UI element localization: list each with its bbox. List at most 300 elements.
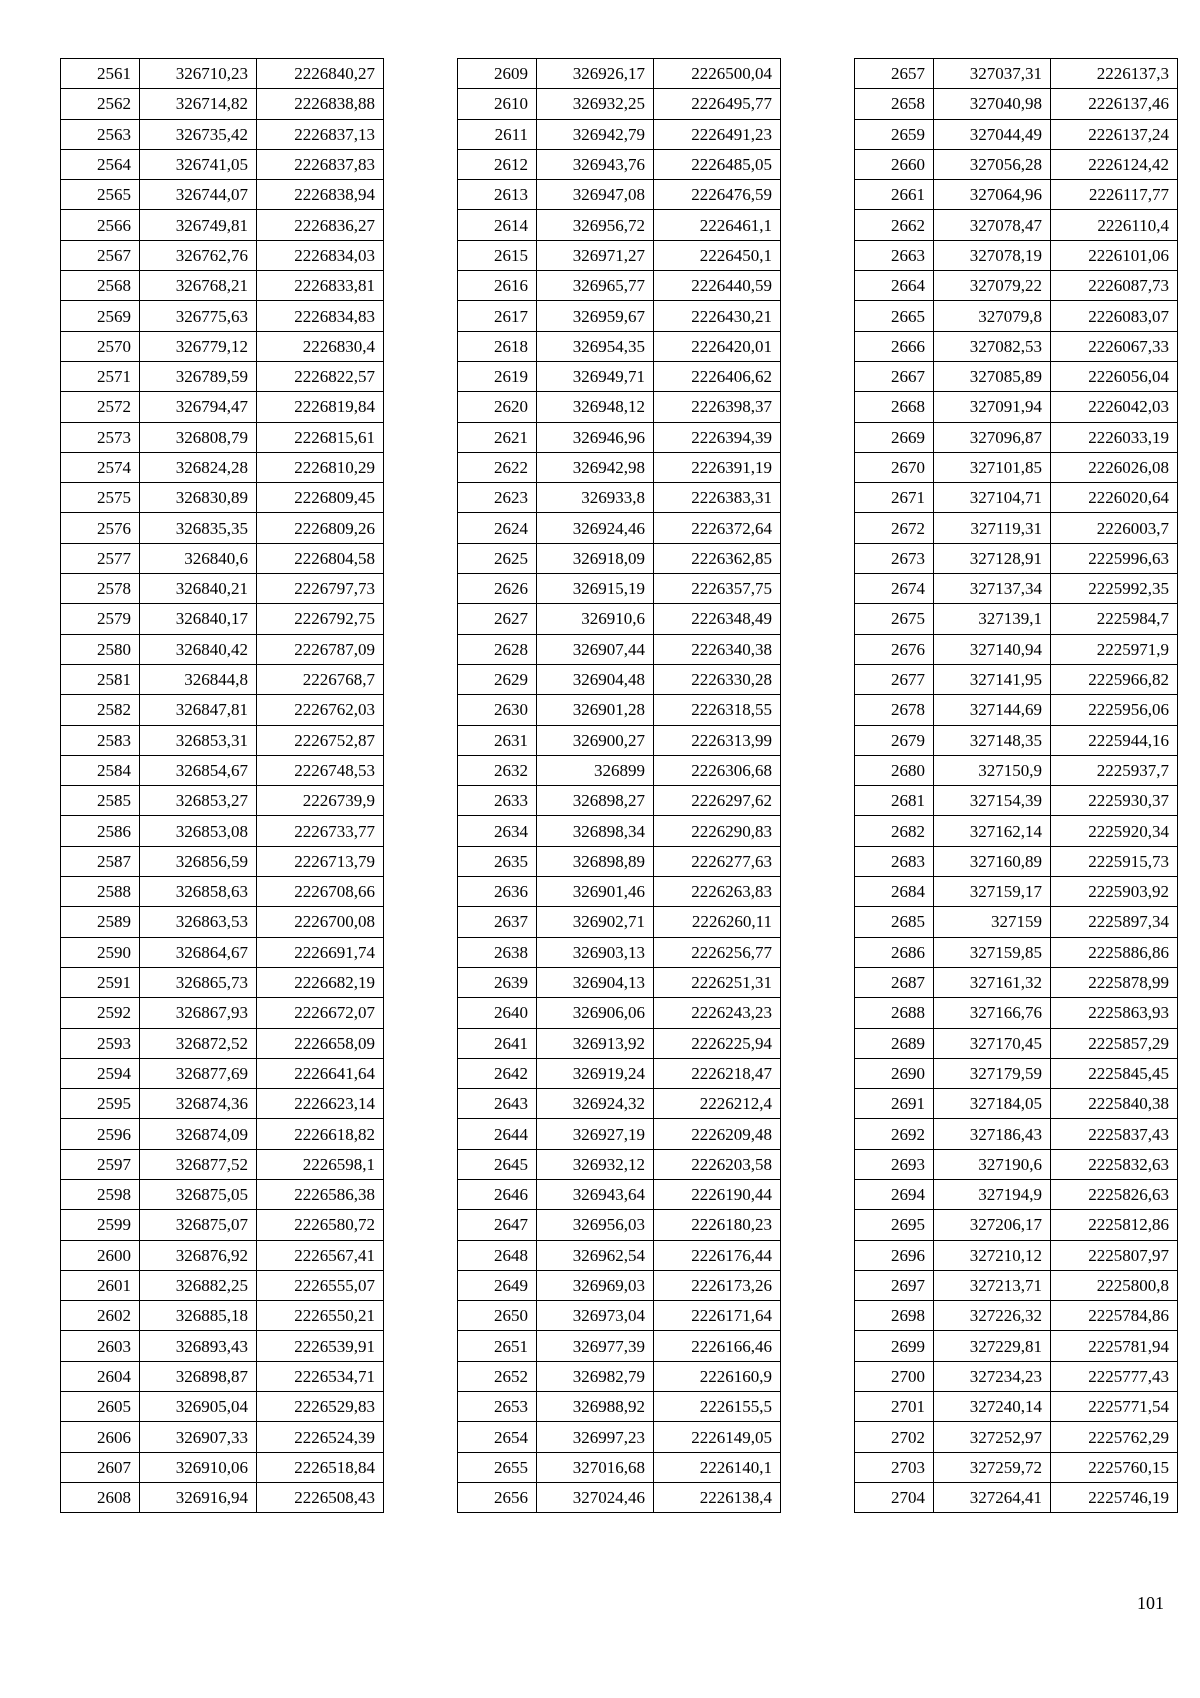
point-number-cell: 2644: [458, 1119, 537, 1149]
point-number-cell: 2589: [61, 907, 140, 937]
table-row: [855, 271, 1178, 301]
y-coordinate-cell: 2226810,29: [257, 452, 384, 482]
x-coordinate-cell: 326927,19: [537, 1119, 654, 1149]
point-number-cell: 2656: [458, 1482, 537, 1512]
point-number-cell: 2667: [855, 361, 934, 391]
table-row: [61, 1058, 384, 1088]
y-coordinate-cell: 2226555,07: [257, 1270, 384, 1300]
point-number-cell: 2672: [855, 513, 934, 543]
y-coordinate-cell: 2226209,48: [654, 1119, 781, 1149]
point-number-cell: 2594: [61, 1058, 140, 1088]
x-coordinate-cell: 327140,94: [934, 634, 1051, 664]
table-row: [855, 755, 1178, 785]
point-number-cell: 2565: [61, 180, 140, 210]
x-coordinate-cell: 327161,32: [934, 967, 1051, 997]
point-number-cell: 2637: [458, 907, 537, 937]
y-coordinate-cell: 2226003,7: [1051, 513, 1178, 543]
table-row: [61, 634, 384, 664]
point-number-cell: 2661: [855, 180, 934, 210]
table-row: [61, 1149, 384, 1179]
point-number-cell: 2611: [458, 119, 537, 149]
point-number-cell: 2658: [855, 89, 934, 119]
table-row: [855, 1119, 1178, 1149]
point-number-cell: 2655: [458, 1452, 537, 1482]
point-number-cell: 2572: [61, 392, 140, 422]
y-coordinate-cell: 2226110,4: [1051, 210, 1178, 240]
y-coordinate-cell: 2225886,86: [1051, 937, 1178, 967]
table-row: [855, 1210, 1178, 1240]
y-coordinate-cell: 2226290,83: [654, 816, 781, 846]
x-coordinate-cell: 327044,49: [934, 119, 1051, 149]
y-coordinate-cell: 2226225,94: [654, 1028, 781, 1058]
x-coordinate-cell: 326840,6: [140, 543, 257, 573]
point-number-cell: 2608: [61, 1482, 140, 1512]
point-number-cell: 2631: [458, 725, 537, 755]
point-number-cell: 2640: [458, 998, 537, 1028]
y-coordinate-cell: 2226160,9: [654, 1361, 781, 1391]
point-number-cell: 2605: [61, 1392, 140, 1422]
x-coordinate-cell: 326947,08: [537, 180, 654, 210]
y-coordinate-cell: 2226658,09: [257, 1028, 384, 1058]
table-row: [61, 361, 384, 391]
x-coordinate-cell: 326926,17: [537, 59, 654, 89]
table-row: [61, 119, 384, 149]
table-row: [61, 483, 384, 513]
y-coordinate-cell: 2225760,15: [1051, 1452, 1178, 1482]
x-coordinate-cell: 326905,04: [140, 1392, 257, 1422]
point-number-cell: 2678: [855, 695, 934, 725]
x-coordinate-cell: 326768,21: [140, 271, 257, 301]
table-row: [458, 1482, 781, 1512]
table-row: [61, 1119, 384, 1149]
y-coordinate-cell: 2225845,45: [1051, 1058, 1178, 1088]
point-number-cell: 2573: [61, 422, 140, 452]
point-number-cell: 2668: [855, 392, 934, 422]
x-coordinate-cell: 327159: [934, 907, 1051, 937]
table-row: [855, 301, 1178, 331]
y-coordinate-cell: 2225837,43: [1051, 1119, 1178, 1149]
point-number-cell: 2627: [458, 604, 537, 634]
y-coordinate-cell: 2226598,1: [257, 1149, 384, 1179]
x-coordinate-cell: 327079,8: [934, 301, 1051, 331]
y-coordinate-cell: 2225857,29: [1051, 1028, 1178, 1058]
x-coordinate-cell: 327206,17: [934, 1210, 1051, 1240]
y-coordinate-cell: 2226809,45: [257, 483, 384, 513]
y-coordinate-cell: 2226155,5: [654, 1392, 781, 1422]
y-coordinate-cell: 2225971,9: [1051, 634, 1178, 664]
point-number-cell: 2599: [61, 1210, 140, 1240]
y-coordinate-cell: 2225781,94: [1051, 1331, 1178, 1361]
table-row: [458, 452, 781, 482]
y-coordinate-cell: 2225996,63: [1051, 543, 1178, 573]
y-coordinate-cell: 2225807,97: [1051, 1240, 1178, 1270]
x-coordinate-cell: 327056,28: [934, 149, 1051, 179]
point-number-cell: 2664: [855, 271, 934, 301]
point-number-cell: 2577: [61, 543, 140, 573]
y-coordinate-cell: 2226838,94: [257, 180, 384, 210]
table-row: [855, 846, 1178, 876]
y-coordinate-cell: 2226212,4: [654, 1089, 781, 1119]
point-number-cell: 2676: [855, 634, 934, 664]
y-coordinate-cell: 2226700,08: [257, 907, 384, 937]
y-coordinate-cell: 2226256,77: [654, 937, 781, 967]
y-coordinate-cell: 2225992,35: [1051, 574, 1178, 604]
y-coordinate-cell: 2225984,7: [1051, 604, 1178, 634]
table-row: [855, 331, 1178, 361]
y-coordinate-cell: 2226580,72: [257, 1210, 384, 1240]
x-coordinate-cell: 327194,9: [934, 1179, 1051, 1209]
y-coordinate-cell: 2226020,64: [1051, 483, 1178, 513]
table-row: [61, 604, 384, 634]
x-coordinate-cell: 326865,73: [140, 967, 257, 997]
x-coordinate-cell: 326899: [537, 755, 654, 785]
x-coordinate-cell: 327082,53: [934, 331, 1051, 361]
x-coordinate-cell: 326949,71: [537, 361, 654, 391]
y-coordinate-cell: 2226137,24: [1051, 119, 1178, 149]
point-number-cell: 2673: [855, 543, 934, 573]
y-coordinate-cell: 2226033,19: [1051, 422, 1178, 452]
point-number-cell: 2635: [458, 846, 537, 876]
table-row: [61, 664, 384, 694]
point-number-cell: 2607: [61, 1452, 140, 1482]
y-coordinate-cell: 2226837,13: [257, 119, 384, 149]
table-row: [61, 180, 384, 210]
x-coordinate-cell: 326779,12: [140, 331, 257, 361]
x-coordinate-cell: 326872,52: [140, 1028, 257, 1058]
y-coordinate-cell: 2226534,71: [257, 1361, 384, 1391]
x-coordinate-cell: 327240,14: [934, 1392, 1051, 1422]
table-row: [458, 755, 781, 785]
point-number-cell: 2696: [855, 1240, 934, 1270]
x-coordinate-cell: 327128,91: [934, 543, 1051, 573]
y-coordinate-cell: 2226713,79: [257, 846, 384, 876]
table-row: [855, 119, 1178, 149]
table-row: [458, 513, 781, 543]
y-coordinate-cell: 2226787,09: [257, 634, 384, 664]
point-number-cell: 2688: [855, 998, 934, 1028]
x-coordinate-cell: 327162,14: [934, 816, 1051, 846]
y-coordinate-cell: 2226176,44: [654, 1240, 781, 1270]
table-row: [855, 816, 1178, 846]
table-row: [458, 89, 781, 119]
x-coordinate-cell: 326863,53: [140, 907, 257, 937]
y-coordinate-cell: 2226306,68: [654, 755, 781, 785]
table-row: [458, 301, 781, 331]
table-row: [855, 513, 1178, 543]
table-row: [61, 1422, 384, 1452]
point-number-cell: 2603: [61, 1331, 140, 1361]
y-coordinate-cell: 2226383,31: [654, 483, 781, 513]
x-coordinate-cell: 326714,82: [140, 89, 257, 119]
x-coordinate-cell: 326942,79: [537, 119, 654, 149]
y-coordinate-cell: 2226087,73: [1051, 271, 1178, 301]
y-coordinate-cell: 2225812,86: [1051, 1210, 1178, 1240]
point-number-cell: 2646: [458, 1179, 537, 1209]
table-row: [61, 1301, 384, 1331]
table-row: [458, 1149, 781, 1179]
table-row: [855, 1331, 1178, 1361]
point-number-cell: 2581: [61, 664, 140, 694]
x-coordinate-cell: 326973,04: [537, 1301, 654, 1331]
y-coordinate-cell: 2225777,43: [1051, 1361, 1178, 1391]
table-row: [458, 1301, 781, 1331]
point-number-cell: 2685: [855, 907, 934, 937]
point-number-cell: 2647: [458, 1210, 537, 1240]
point-number-cell: 2614: [458, 210, 537, 240]
table-row: [61, 149, 384, 179]
table-row: [61, 1482, 384, 1512]
point-number-cell: 2686: [855, 937, 934, 967]
table-row: [61, 786, 384, 816]
x-coordinate-cell: 326789,59: [140, 361, 257, 391]
x-coordinate-cell: 327252,97: [934, 1422, 1051, 1452]
point-number-cell: 2568: [61, 271, 140, 301]
table-row: [61, 422, 384, 452]
x-coordinate-cell: 326943,76: [537, 149, 654, 179]
y-coordinate-cell: 2225944,16: [1051, 725, 1178, 755]
point-number-cell: 2578: [61, 574, 140, 604]
table-row: [61, 301, 384, 331]
table-row: [855, 180, 1178, 210]
point-number-cell: 2691: [855, 1089, 934, 1119]
table-row: [855, 1301, 1178, 1331]
x-coordinate-cell: 326946,96: [537, 422, 654, 452]
x-coordinate-cell: 327119,31: [934, 513, 1051, 543]
table-row: [855, 59, 1178, 89]
table-row: [855, 361, 1178, 391]
table-row: [61, 89, 384, 119]
x-coordinate-cell: 327148,35: [934, 725, 1051, 755]
point-number-cell: 2698: [855, 1301, 934, 1331]
x-coordinate-cell: 327159,85: [934, 937, 1051, 967]
table-row: [458, 361, 781, 391]
y-coordinate-cell: 2225930,37: [1051, 786, 1178, 816]
point-number-cell: 2567: [61, 240, 140, 270]
x-coordinate-cell: 327234,23: [934, 1361, 1051, 1391]
table-row: [458, 271, 781, 301]
table-row: [458, 1422, 781, 1452]
x-coordinate-cell: 327184,05: [934, 1089, 1051, 1119]
table-row: [458, 877, 781, 907]
table-row: [855, 907, 1178, 937]
table-row: [458, 998, 781, 1028]
x-coordinate-cell: 326910,06: [140, 1452, 257, 1482]
table-row: [61, 1089, 384, 1119]
point-number-cell: 2643: [458, 1089, 537, 1119]
x-coordinate-cell: 326864,67: [140, 937, 257, 967]
x-coordinate-cell: 326856,59: [140, 846, 257, 876]
table-row: [61, 543, 384, 573]
table-row: [458, 725, 781, 755]
x-coordinate-cell: 326918,09: [537, 543, 654, 573]
x-coordinate-cell: 327190,6: [934, 1149, 1051, 1179]
y-coordinate-cell: 2226834,03: [257, 240, 384, 270]
x-coordinate-cell: 326902,71: [537, 907, 654, 937]
table-row: [855, 1422, 1178, 1452]
table-row: [855, 998, 1178, 1028]
table-row: [855, 483, 1178, 513]
x-coordinate-cell: 327154,39: [934, 786, 1051, 816]
table-body: [855, 59, 1178, 1513]
point-number-cell: 2588: [61, 877, 140, 907]
x-coordinate-cell: 327096,87: [934, 422, 1051, 452]
y-coordinate-cell: 2226277,63: [654, 846, 781, 876]
point-number-cell: 2642: [458, 1058, 537, 1088]
table-row: [61, 1240, 384, 1270]
point-number-cell: 2569: [61, 301, 140, 331]
point-number-cell: 2592: [61, 998, 140, 1028]
y-coordinate-cell: 2226372,64: [654, 513, 781, 543]
y-coordinate-cell: 2226357,75: [654, 574, 781, 604]
table-row: [61, 1392, 384, 1422]
y-coordinate-cell: 2226260,11: [654, 907, 781, 937]
x-coordinate-cell: 326853,08: [140, 816, 257, 846]
point-number-cell: 2584: [61, 755, 140, 785]
x-coordinate-cell: 326956,72: [537, 210, 654, 240]
x-coordinate-cell: 326844,8: [140, 664, 257, 694]
table-row: [855, 967, 1178, 997]
point-number-cell: 2579: [61, 604, 140, 634]
table-row: [855, 240, 1178, 270]
table-row: [855, 1361, 1178, 1391]
x-coordinate-cell: 326867,93: [140, 998, 257, 1028]
point-number-cell: 2585: [61, 786, 140, 816]
table-row: [855, 1058, 1178, 1088]
y-coordinate-cell: 2226495,77: [654, 89, 781, 119]
point-number-cell: 2694: [855, 1179, 934, 1209]
y-coordinate-cell: 2226739,9: [257, 786, 384, 816]
y-coordinate-cell: 2226124,42: [1051, 149, 1178, 179]
y-coordinate-cell: 2226330,28: [654, 664, 781, 694]
y-coordinate-cell: 2225920,34: [1051, 816, 1178, 846]
y-coordinate-cell: 2226508,43: [257, 1482, 384, 1512]
table-body: [458, 59, 781, 1513]
table-row: [458, 664, 781, 694]
point-number-cell: 2639: [458, 967, 537, 997]
table-row: [458, 422, 781, 452]
table-row: [458, 937, 781, 967]
table-row: [61, 816, 384, 846]
table-row: [855, 149, 1178, 179]
y-coordinate-cell: 2226641,64: [257, 1058, 384, 1088]
y-coordinate-cell: 2226539,91: [257, 1331, 384, 1361]
point-number-cell: 2670: [855, 452, 934, 482]
table-row: [61, 725, 384, 755]
y-coordinate-cell: 2225784,86: [1051, 1301, 1178, 1331]
y-coordinate-cell: 2226682,19: [257, 967, 384, 997]
y-coordinate-cell: 2226140,1: [654, 1452, 781, 1482]
point-number-cell: 2641: [458, 1028, 537, 1058]
table-row: [61, 998, 384, 1028]
point-number-cell: 2651: [458, 1331, 537, 1361]
y-coordinate-cell: 2226406,62: [654, 361, 781, 391]
table-row: [61, 1361, 384, 1391]
x-coordinate-cell: 326898,89: [537, 846, 654, 876]
point-number-cell: 2571: [61, 361, 140, 391]
table-row: [458, 331, 781, 361]
y-coordinate-cell: 2226768,7: [257, 664, 384, 694]
x-coordinate-cell: 326948,12: [537, 392, 654, 422]
point-number-cell: 2602: [61, 1301, 140, 1331]
table-row: [458, 907, 781, 937]
x-coordinate-cell: 326710,23: [140, 59, 257, 89]
y-coordinate-cell: 2226837,83: [257, 149, 384, 179]
y-coordinate-cell: 2226391,19: [654, 452, 781, 482]
y-coordinate-cell: 2225937,7: [1051, 755, 1178, 785]
point-number-cell: 2604: [61, 1361, 140, 1391]
y-coordinate-cell: 2226708,66: [257, 877, 384, 907]
table-row: [61, 1028, 384, 1058]
x-coordinate-cell: 326943,64: [537, 1179, 654, 1209]
y-coordinate-cell: 2226822,57: [257, 361, 384, 391]
table-row: [458, 1058, 781, 1088]
point-number-cell: 2663: [855, 240, 934, 270]
x-coordinate-cell: 327213,71: [934, 1270, 1051, 1300]
x-coordinate-cell: 327064,96: [934, 180, 1051, 210]
point-number-cell: 2662: [855, 210, 934, 240]
y-coordinate-cell: 2226362,85: [654, 543, 781, 573]
y-coordinate-cell: 2226067,33: [1051, 331, 1178, 361]
x-coordinate-cell: 326906,06: [537, 998, 654, 1028]
point-number-cell: 2683: [855, 846, 934, 876]
x-coordinate-cell: 326840,21: [140, 574, 257, 604]
x-coordinate-cell: 326933,8: [537, 483, 654, 513]
table-row: [458, 392, 781, 422]
point-number-cell: 2626: [458, 574, 537, 604]
table-row: [458, 240, 781, 270]
point-number-cell: 2591: [61, 967, 140, 997]
point-number-cell: 2562: [61, 89, 140, 119]
y-coordinate-cell: 2225956,06: [1051, 695, 1178, 725]
x-coordinate-cell: 326977,39: [537, 1331, 654, 1361]
point-number-cell: 2587: [61, 846, 140, 876]
point-number-cell: 2629: [458, 664, 537, 694]
x-coordinate-cell: 326735,42: [140, 119, 257, 149]
table-row: [458, 59, 781, 89]
table-row: [855, 695, 1178, 725]
x-coordinate-cell: 327186,43: [934, 1119, 1051, 1149]
y-coordinate-cell: 2226672,07: [257, 998, 384, 1028]
point-number-cell: 2612: [458, 149, 537, 179]
y-coordinate-cell: 2226101,06: [1051, 240, 1178, 270]
y-coordinate-cell: 2226748,53: [257, 755, 384, 785]
point-number-cell: 2703: [855, 1452, 934, 1482]
y-coordinate-cell: 2226083,07: [1051, 301, 1178, 331]
point-number-cell: 2593: [61, 1028, 140, 1058]
table-row: [458, 634, 781, 664]
y-coordinate-cell: 2226398,37: [654, 392, 781, 422]
table-row: [855, 422, 1178, 452]
point-number-cell: 2601: [61, 1270, 140, 1300]
x-coordinate-cell: 326858,63: [140, 877, 257, 907]
y-coordinate-cell: 2226797,73: [257, 574, 384, 604]
table-row: [855, 604, 1178, 634]
y-coordinate-cell: 2225840,38: [1051, 1089, 1178, 1119]
table-row: [61, 452, 384, 482]
point-number-cell: 2680: [855, 755, 934, 785]
x-coordinate-cell: 326954,35: [537, 331, 654, 361]
point-number-cell: 2634: [458, 816, 537, 846]
point-number-cell: 2598: [61, 1179, 140, 1209]
point-number-cell: 2636: [458, 877, 537, 907]
y-coordinate-cell: 2226318,55: [654, 695, 781, 725]
y-coordinate-cell: 2226180,23: [654, 1210, 781, 1240]
x-coordinate-cell: 326982,79: [537, 1361, 654, 1391]
y-coordinate-cell: 2226491,23: [654, 119, 781, 149]
table-row: [61, 59, 384, 89]
x-coordinate-cell: 326775,63: [140, 301, 257, 331]
page-number: 101: [1137, 1593, 1164, 1613]
